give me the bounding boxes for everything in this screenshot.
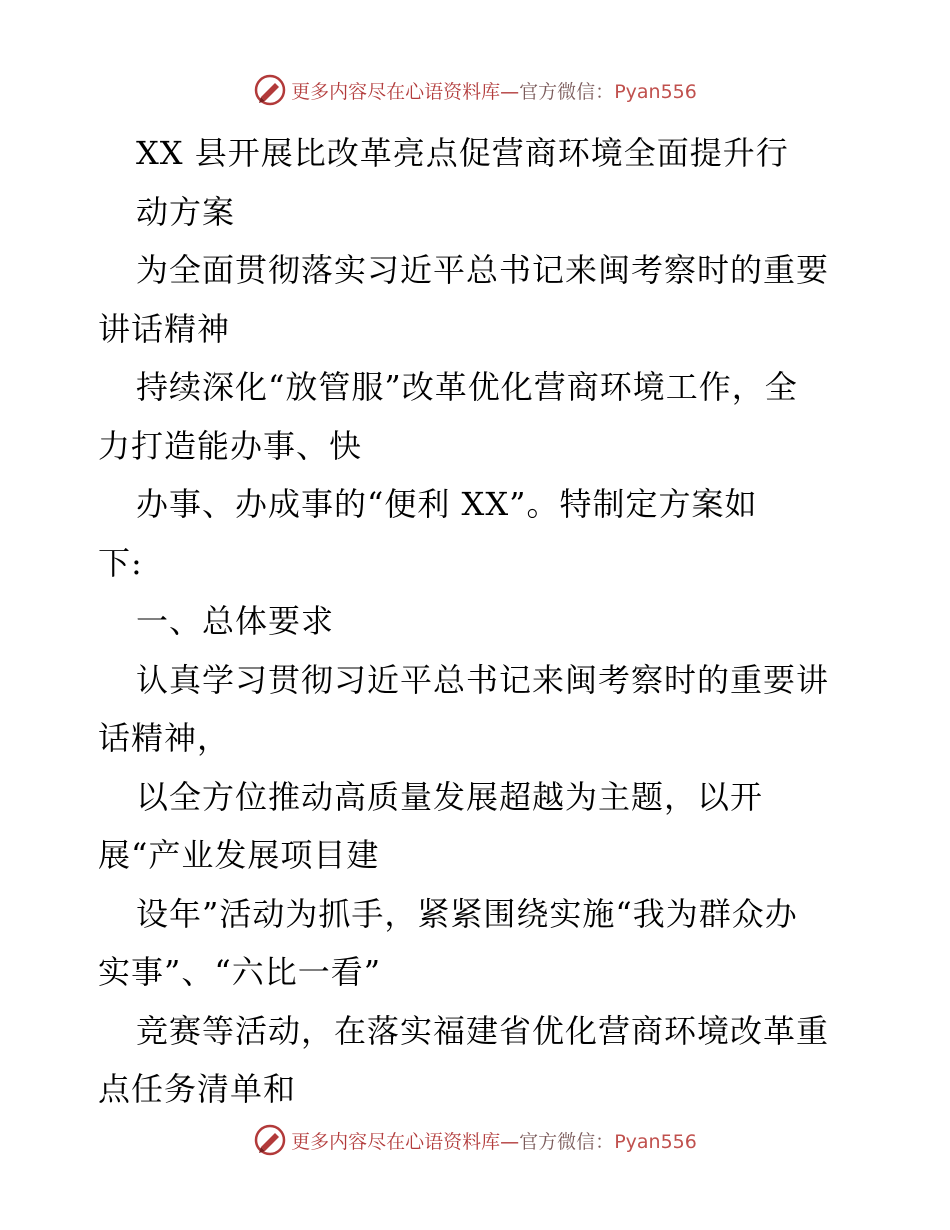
text-line: 展“产业发展项目建 — [98, 836, 380, 874]
banner-wechat-id: Pyan556 — [614, 80, 697, 103]
text-line: 下: — [98, 543, 143, 582]
text-line: 为全面贯彻落实习近平总书记来闽考察时的重要 — [136, 251, 830, 289]
text-line: 话精神， — [98, 719, 231, 757]
banner-title: 更多内容尽在心语资料库 — [291, 80, 501, 103]
banner-wechat-id: Pyan556 — [614, 1130, 697, 1153]
text-line: 点任务清单和 — [98, 1070, 297, 1108]
pen-logo-icon — [253, 73, 287, 107]
document-body — [98, 124, 858, 1119]
text-line: 认真学习贯彻习近平总书记来闽考察时的重要讲 — [136, 660, 830, 699]
text-line: 一、总体要求 — [136, 602, 335, 640]
header-watermark-banner — [0, 70, 950, 110]
text-line: 力打造能办事、快 — [98, 426, 363, 465]
banner-dash: — — [500, 80, 520, 103]
footer-watermark-banner — [0, 1120, 950, 1160]
text-line: 竞赛等活动，在落实福建省优化营商环境改革重 — [136, 1011, 830, 1050]
text-line: 办事、办成事的“便利 XX”。特制定方案如 — [136, 485, 758, 523]
text-line: 实事”、“六比一看” — [98, 953, 382, 991]
banner-text — [291, 77, 697, 104]
text-line: 讲话精神 — [98, 309, 231, 348]
text-line: 持续深化“放管服”改革优化营商环境工作，全 — [136, 368, 798, 406]
text-line: 设年”活动为抓手，紧紧围绕实施“我为群众办 — [136, 894, 798, 933]
pen-logo-icon — [253, 1123, 287, 1157]
banner-subtitle: 官方微信： — [519, 1130, 615, 1153]
text-line: XX 县开展比改革亮点促营商环境全面提升行 — [136, 134, 789, 172]
text-line: 动方案 — [136, 192, 236, 231]
banner-text — [291, 1127, 697, 1154]
text-line: 以全方位推动高质量发展超越为主题，以开 — [136, 777, 764, 816]
banner-dash: — — [500, 1130, 520, 1153]
banner-title: 更多内容尽在心语资料库 — [291, 1130, 501, 1153]
banner-subtitle: 官方微信： — [519, 80, 615, 103]
